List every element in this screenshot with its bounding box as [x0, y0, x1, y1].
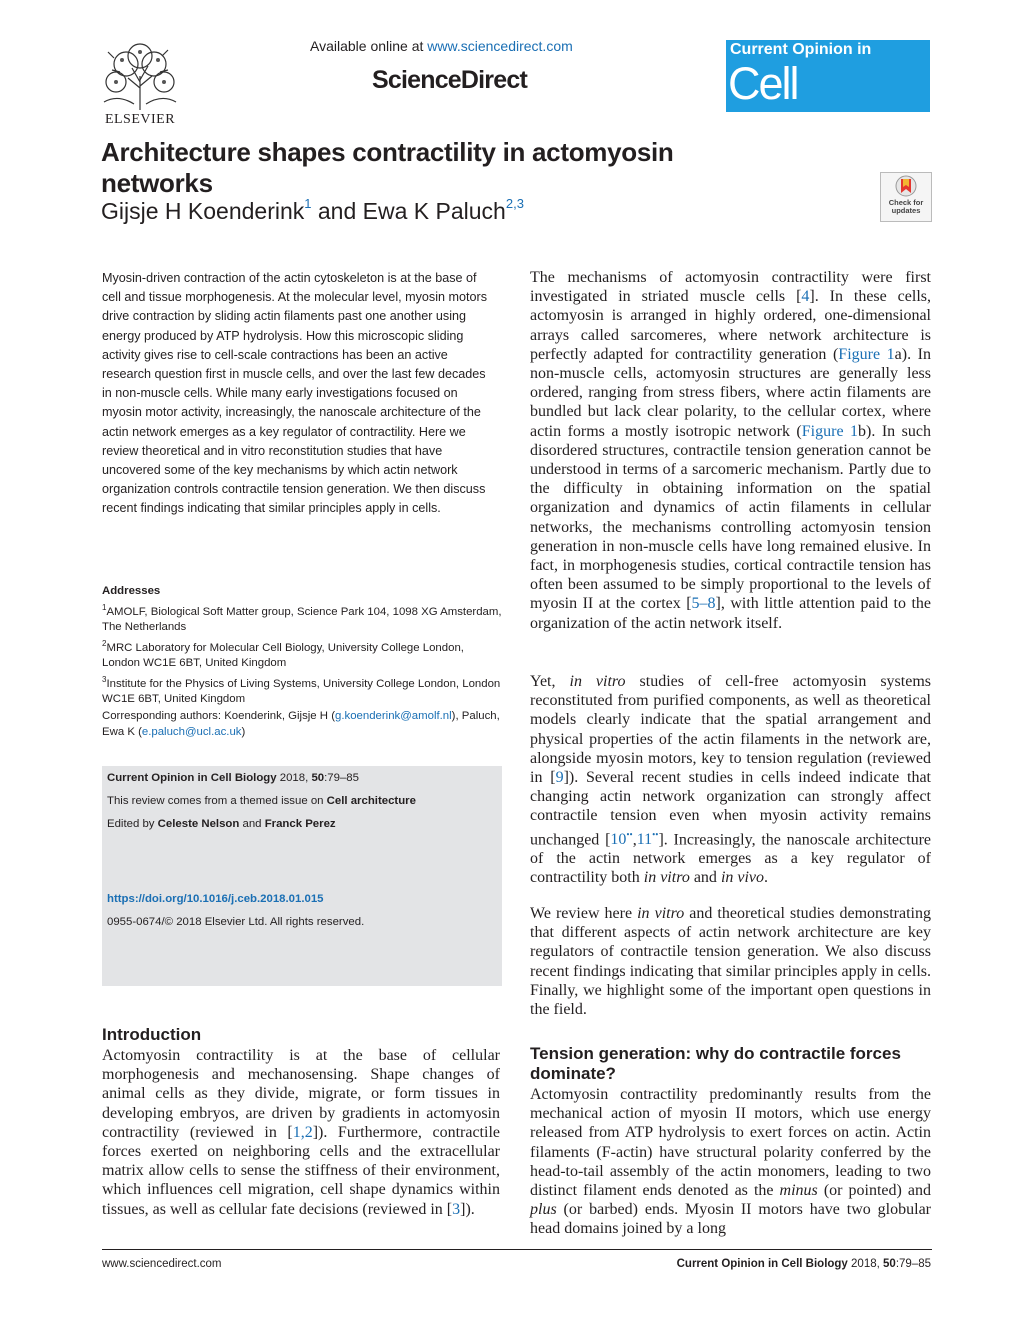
address-item: $^2$MRC Laboratory for Molecular Cell Biology, University College London, London WC1E 6BT, United Kingdom	[102, 638, 464, 669]
paragraph-3: We review here in vitro and theoretical studies demonstrating that different aspects of actin network architecture are key regulators of contractile tension generation. We also discuss recent findings indicating that similar principles apply in cells. Finally, we highlight some of the important open questions in the field.	[530, 905, 931, 1019]
reference-link[interactable]: 4	[801, 288, 810, 306]
introduction-body: Actomyosin contractility is at the base of cellular morphogenesis and mechanosensing. Shape changes of animal cells as they divide, migrate, or form tissues in developing embryos, are driven by gradients in actomyosin contractility (reviewed in [1,2]). Furthermore, contractile forces exerted on neighboring cells and the extracellular matrix allow cells to sense the stiffness of their environment, which influences cell migration, cell shape dynamics within tissues, as well as cellular fate decisions (reviewed in [3]).	[102, 1047, 500, 1218]
abstract: Myosin-driven contraction of the actin cytoskeleton is at the base of cell and tissue morphogenesis. At the molecular level, myosin motors drive contraction by sliding actin filaments past one another using energy produced by ATP hydrolysis. How this microscopic sliding activity gives rise to cell-scale contractions has been an active research question first in muscle cells, and over the last few decades in non-muscle cells. While many early investigations focused on myosin motor activity, increasingly, the nanoscale architecture of the actin network emerges as a key regulator of contractility. Here we review theoretical and in vitro reconstitution studies that have uncovered some of the key mechanisms by which actin network organization controls contractile tension generation. We then discuss recent findings indicating that similar principles apply in cells.	[102, 271, 487, 516]
publisher-name: ELSEVIER	[104, 112, 176, 127]
bookmark-icon	[881, 173, 931, 199]
introduction-heading: Introduction	[102, 1025, 202, 1044]
sciencedirect-link[interactable]: www.sciencedirect.com	[427, 38, 573, 54]
paragraph-1: The mechanisms of actomyosin contractility were first investigated in striated muscle cells [4]. In these cells, actomyosin is arranged in highly ordered, one-dimensional arrays called sarcomeres, where network architecture is perfectly adapted for contractility generation (Figure 1a). In non-muscle cells, actomyosin structures are generally less ordered, ranging from stress fibers, where actin filaments are bundled but lack clear polarity, to the cellular cortex, where actin forms a mostly isotropic network (Figure 1b). In such disordered structures, contractile tension generation cannot be understood in terms of a sarcomeric mechanism. Partly due to the difficulty in obtaining information on the spatial organization and dynamics of actin filaments in cellular networks, the mechanisms controlling actomyosin tension generation in non-muscle cells have long remained elusive. In fact, in morphogenesis studies, cortical contractile tension has often been assumed to be simply proportional to the levels of myosin II at the cortex [5–8], with little attention paid to the organization of the actin network itself.	[530, 269, 932, 632]
figure-link[interactable]: Figure 1	[838, 345, 895, 363]
doi-line	[107, 893, 324, 905]
reference-link[interactable]: 9	[555, 769, 564, 787]
author-1: Gijsje H Koenderink	[101, 198, 305, 224]
article-title: Architecture shapes contractility in actomyosin networks	[101, 137, 674, 198]
journal-badge[interactable]	[726, 40, 930, 161]
themed-issue-line: This review comes from a themed issue on Cell architecture	[107, 795, 416, 807]
citation-line: Current Opinion in Cell Biology 2018, 50:79–85	[107, 772, 359, 784]
reference-link[interactable]: 1,2	[292, 1123, 313, 1141]
address-item: $^1$AMOLF, Biological Soft Matter group, Science Park 104, 1098 XG Amsterdam, The Netherlands	[102, 602, 502, 633]
available-online: Available online at www.sciencedirect.com	[310, 38, 573, 54]
editors-line: Edited by Celeste Nelson and Franck Perez	[107, 818, 336, 830]
author-1-affiliation[interactable]: 1	[304, 196, 312, 211]
addresses-heading: Addresses	[102, 585, 161, 597]
footer-website: www.sciencedirect.com	[102, 1258, 222, 1270]
reference-link[interactable]: 3	[452, 1200, 461, 1218]
author-2-affiliation[interactable]: 2,3	[505, 196, 524, 211]
addresses	[102, 584, 502, 708]
journal-badge-line1: Current Opinion in	[730, 41, 872, 58]
copyright-line: 0955-0674/© 2018 Elsevier Ltd. All rights reserved.	[107, 916, 365, 928]
figure-link[interactable]: Figure 1	[801, 422, 859, 440]
reference-link[interactable]: 10••	[610, 829, 633, 848]
reference-link[interactable]: 5–8	[691, 595, 716, 613]
footer-divider	[102, 1249, 932, 1250]
check-for-updates-button[interactable]	[880, 172, 932, 222]
email-link-koenderink[interactable]: g.koenderink@amolf.nl	[335, 710, 452, 722]
author-2: Ewa K Paluch	[362, 198, 506, 224]
paragraph-4: Actomyosin contractility predominantly results from the mechanical action of myosin II motors, which use energy released from ATP hydrolysis to exert forces on actin. Actin filaments (F-actin) have structural polarity conferred by the head-to-tail assembly of the actin monomers, leading to two distinct filament ends denoted as the minus (or pointed) and plus (or barbed) ends. Myosin II motors have two globular head domains joined by a long	[530, 1086, 931, 1238]
check-updates-label: Check for updates	[888, 198, 924, 215]
doi-link[interactable]: https://doi.org/10.1016/j.ceb.2018.01.015	[107, 893, 324, 905]
tension-generation-heading: Tension generation: why do contractile forces dominate?	[530, 1044, 901, 1083]
address-item: $^3$Institute for the Physics of Living Systems, University College London, London WC1E 6BT, United Kingdom	[102, 674, 501, 705]
article-info-box	[102, 766, 502, 986]
corresponding-authors: Corresponding authors: Koenderink, Gijsje H (g.koenderink@amolf.nl), Paluch, Ewa K (e.paluch@ucl.ac.uk)	[102, 710, 500, 738]
email-link-paluch[interactable]: e.paluch@ucl.ac.uk	[141, 725, 242, 738]
authors: Gijsje H Koenderink$^1$ and Ewa K Paluch$^{2,3}$	[101, 196, 524, 224]
reference-link[interactable]: 11••	[636, 829, 659, 848]
footer-citation: Current Opinion in Cell Biology 2018, 50:79–85	[676, 1258, 931, 1270]
paragraph-2: Yet, in vitro studies of cell-free actomyosin systems reconstituted from purified components, as well as theoretical models clearly indicate that the spatial arrangement and physical properties of the actin filaments in the network are, alongside myosin motors, key to tension regulation (reviewed in [9]). Several recent studies in cells indeed indicate that changing actin network organization can strongly affect contractile tension even when myosin activity remains unchanged [10••,11••]. Increasingly, the nanoscale architecture of the actin network emerges as a key regulator of contractility both in vitro and in vivo.	[530, 673, 932, 887]
sciencedirect-brand: ScienceDirect	[372, 66, 527, 94]
journal-badge-line2: Cell Biology	[728, 58, 862, 161]
